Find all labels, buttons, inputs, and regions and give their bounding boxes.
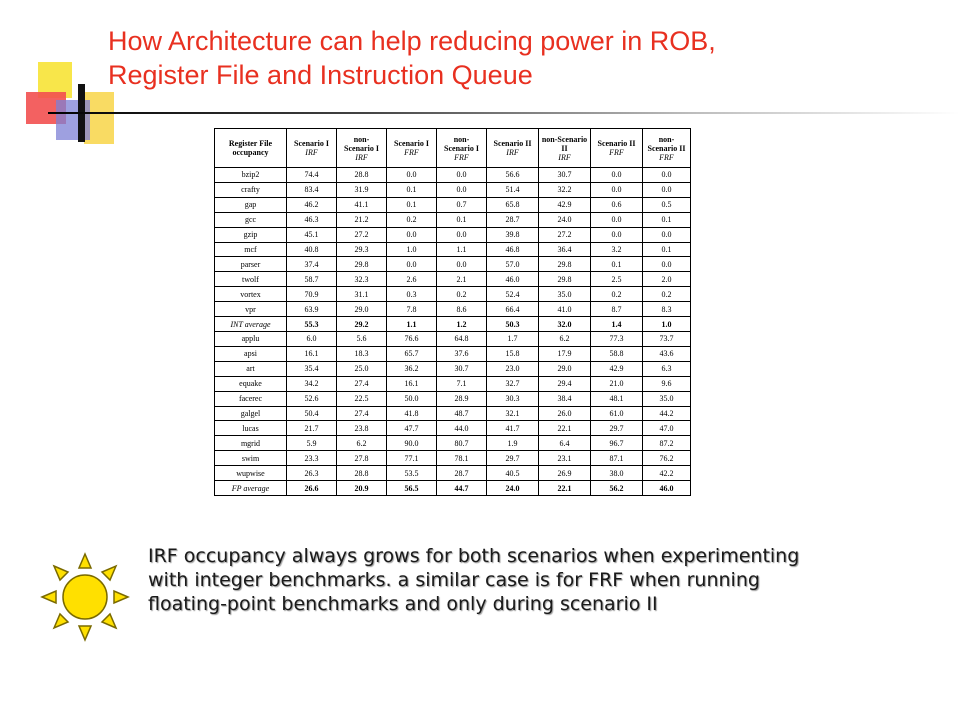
occupancy-value-cell: 6.3: [643, 361, 691, 376]
column-header: [337, 129, 387, 168]
occupancy-value-cell: 32.0: [539, 317, 591, 332]
occupancy-value-cell: 1.0: [643, 317, 691, 332]
occupancy-value-cell: 48.7: [437, 406, 487, 421]
occupancy-value-cell: 37.4: [287, 257, 337, 272]
table-row: [215, 391, 691, 406]
occupancy-value-cell: 0.2: [437, 287, 487, 302]
table-row: [215, 481, 691, 496]
occupancy-value-cell: 41.8: [387, 406, 437, 421]
occupancy-value-cell: 31.1: [337, 287, 387, 302]
occupancy-value-cell: 8.3: [643, 302, 691, 317]
table-row: [215, 376, 691, 391]
occupancy-value-cell: 24.0: [539, 212, 591, 227]
table-row: [215, 272, 691, 287]
occupancy-value-cell: 0.0: [643, 227, 691, 242]
table-row: [215, 331, 691, 346]
occupancy-value-cell: 41.1: [337, 197, 387, 212]
table-row: [215, 227, 691, 242]
table-row: [215, 257, 691, 272]
occupancy-value-cell: 25.0: [337, 361, 387, 376]
occupancy-value-cell: 26.6: [287, 481, 337, 496]
occupancy-value-cell: 1.4: [591, 317, 643, 332]
occupancy-value-cell: 28.8: [337, 168, 387, 183]
occupancy-value-cell: 5.9: [287, 436, 337, 451]
occupancy-value-cell: 0.5: [643, 197, 691, 212]
occupancy-value-cell: 7.8: [387, 302, 437, 317]
occupancy-value-cell: 0.3: [387, 287, 437, 302]
occupancy-value-cell: 1.1: [437, 242, 487, 257]
occupancy-value-cell: 30.7: [437, 361, 487, 376]
occupancy-value-cell: 1.7: [487, 331, 539, 346]
occupancy-value-cell: 2.1: [437, 272, 487, 287]
occupancy-value-cell: 27.4: [337, 406, 387, 421]
benchmark-name-cell: vpr: [215, 302, 287, 317]
occupancy-value-cell: 29.4: [539, 376, 591, 391]
occupancy-value-cell: 34.2: [287, 376, 337, 391]
occupancy-value-cell: 1.2: [437, 317, 487, 332]
occupancy-value-cell: 0.0: [643, 168, 691, 183]
column-header-label: non-Scenario II: [647, 134, 686, 153]
occupancy-value-cell: 29.0: [539, 361, 591, 376]
occupancy-value-cell: 0.2: [591, 287, 643, 302]
table-row: [215, 361, 691, 376]
occupancy-value-cell: 0.2: [643, 287, 691, 302]
occupancy-value-cell: 77.3: [591, 331, 643, 346]
occupancy-value-cell: 8.7: [591, 302, 643, 317]
occupancy-value-cell: 41.0: [539, 302, 591, 317]
benchmark-name-cell: lucas: [215, 421, 287, 436]
column-header: [591, 129, 643, 168]
occupancy-value-cell: 87.2: [643, 436, 691, 451]
occupancy-value-cell: 64.8: [437, 331, 487, 346]
occupancy-value-cell: 56.6: [487, 168, 539, 183]
occupancy-value-cell: 6.0: [287, 331, 337, 346]
occupancy-value-cell: 16.1: [287, 346, 337, 361]
column-header-register-file: FRF: [609, 148, 624, 157]
occupancy-value-cell: 0.0: [437, 182, 487, 197]
column-header-register-file: IRF: [305, 148, 318, 157]
occupancy-value-cell: 16.1: [387, 376, 437, 391]
occupancy-value-cell: 50.4: [287, 406, 337, 421]
benchmark-name-cell: INT average: [215, 317, 287, 332]
occupancy-value-cell: 40.8: [287, 242, 337, 257]
title-divider-line: [48, 112, 960, 114]
occupancy-value-cell: 90.0: [387, 436, 437, 451]
column-header-label: non-Scenario I: [344, 134, 379, 153]
benchmark-name-cell: apsi: [215, 346, 287, 361]
benchmark-name-cell: FP average: [215, 481, 287, 496]
occupancy-value-cell: 36.4: [539, 242, 591, 257]
occupancy-value-cell: 55.3: [287, 317, 337, 332]
occupancy-value-cell: 87.1: [591, 451, 643, 466]
occupancy-value-cell: 0.0: [387, 227, 437, 242]
occupancy-value-cell: 22.5: [337, 391, 387, 406]
occupancy-value-cell: 57.0: [487, 257, 539, 272]
occupancy-value-cell: 0.0: [387, 257, 437, 272]
column-header-register-file: IRF: [355, 152, 368, 162]
occupancy-value-cell: 29.7: [487, 451, 539, 466]
occupancy-value-cell: 46.0: [643, 481, 691, 496]
occupancy-value-cell: 29.8: [539, 272, 591, 287]
occupancy-value-cell: 50.0: [387, 391, 437, 406]
occupancy-value-cell: 74.4: [287, 168, 337, 183]
table-row: [215, 168, 691, 183]
occupancy-value-cell: 23.3: [287, 451, 337, 466]
occupancy-value-cell: 65.8: [487, 197, 539, 212]
occupancy-value-cell: 32.3: [337, 272, 387, 287]
occupancy-value-cell: 27.8: [337, 451, 387, 466]
occupancy-value-cell: 77.1: [387, 451, 437, 466]
occupancy-value-cell: 0.0: [437, 227, 487, 242]
occupancy-value-cell: 42.9: [591, 361, 643, 376]
occupancy-value-cell: 58.8: [591, 346, 643, 361]
occupancy-value-cell: 61.0: [591, 406, 643, 421]
occupancy-value-cell: 44.0: [437, 421, 487, 436]
column-header-label: Register File occupancy: [228, 139, 273, 157]
table-body: [215, 168, 691, 496]
occupancy-value-cell: 18.3: [337, 346, 387, 361]
occupancy-value-cell: 44.7: [437, 481, 487, 496]
occupancy-value-cell: 66.4: [487, 302, 539, 317]
table-header-row: [215, 129, 691, 168]
sun-icon: [40, 552, 130, 642]
occupancy-value-cell: 0.0: [437, 168, 487, 183]
column-header: [539, 129, 591, 168]
benchmark-name-cell: mcf: [215, 242, 287, 257]
occupancy-value-cell: 36.2: [387, 361, 437, 376]
occupancy-value-cell: 6.2: [539, 331, 591, 346]
occupancy-value-cell: 26.3: [287, 466, 337, 481]
column-header-label: non-Scenario II: [541, 134, 588, 153]
column-header-label: Scenario II: [493, 139, 532, 148]
occupancy-value-cell: 29.8: [337, 257, 387, 272]
occupancy-value-cell: 83.4: [287, 182, 337, 197]
table-row: [215, 421, 691, 436]
table-row: [215, 242, 691, 257]
table-row: [215, 182, 691, 197]
occupancy-value-cell: 78.1: [437, 451, 487, 466]
occupancy-value-cell: 23.1: [539, 451, 591, 466]
benchmark-name-cell: galgel: [215, 406, 287, 421]
occupancy-value-cell: 23.0: [487, 361, 539, 376]
table-row: [215, 317, 691, 332]
benchmark-name-cell: applu: [215, 331, 287, 346]
occupancy-value-cell: 53.5: [387, 466, 437, 481]
occupancy-value-cell: 0.0: [591, 212, 643, 227]
column-header-register-file: IRF: [558, 152, 571, 162]
benchmark-name-cell: bzip2: [215, 168, 287, 183]
occupancy-value-cell: 28.9: [437, 391, 487, 406]
occupancy-value-cell: 2.6: [387, 272, 437, 287]
benchmark-name-cell: twolf: [215, 272, 287, 287]
occupancy-value-cell: 0.0: [437, 257, 487, 272]
benchmark-name-cell: equake: [215, 376, 287, 391]
occupancy-value-cell: 3.2: [591, 242, 643, 257]
occupancy-value-cell: 0.1: [591, 257, 643, 272]
occupancy-value-cell: 40.5: [487, 466, 539, 481]
occupancy-value-cell: 2.5: [591, 272, 643, 287]
occupancy-value-cell: 42.9: [539, 197, 591, 212]
occupancy-value-cell: 32.2: [539, 182, 591, 197]
table-row: [215, 451, 691, 466]
occupancy-value-cell: 21.0: [591, 376, 643, 391]
column-header-register-file: IRF: [506, 148, 519, 157]
occupancy-value-cell: 44.2: [643, 406, 691, 421]
occupancy-value-cell: 1.1: [387, 317, 437, 332]
occupancy-value-cell: 38.0: [591, 466, 643, 481]
occupancy-value-cell: 6.2: [337, 436, 387, 451]
benchmark-name-cell: gap: [215, 197, 287, 212]
occupancy-value-cell: 22.1: [539, 421, 591, 436]
occupancy-value-cell: 46.0: [487, 272, 539, 287]
occupancy-table: [214, 128, 691, 496]
occupancy-value-cell: 0.0: [591, 168, 643, 183]
column-header-label: Scenario II: [597, 139, 636, 148]
occupancy-value-cell: 0.0: [387, 168, 437, 183]
slide-caption: [148, 544, 888, 616]
benchmark-name-cell: gcc: [215, 212, 287, 227]
occupancy-value-cell: 29.2: [337, 317, 387, 332]
occupancy-value-cell: 35.0: [643, 391, 691, 406]
benchmark-name-cell: swim: [215, 451, 287, 466]
caption-line-3: floating-point benchmarks and only during scenario II: [148, 593, 658, 615]
column-header: [287, 129, 337, 168]
occupancy-value-cell: 5.6: [337, 331, 387, 346]
occupancy-value-cell: 80.7: [437, 436, 487, 451]
occupancy-value-cell: 0.1: [437, 212, 487, 227]
column-header-register-file: FRF: [454, 152, 469, 162]
slide-title: [108, 24, 948, 92]
occupancy-value-cell: 46.3: [287, 212, 337, 227]
occupancy-value-cell: 43.6: [643, 346, 691, 361]
occupancy-value-cell: 28.8: [337, 466, 387, 481]
occupancy-value-cell: 42.2: [643, 466, 691, 481]
table-row: [215, 436, 691, 451]
occupancy-value-cell: 27.2: [539, 227, 591, 242]
occupancy-value-cell: 73.7: [643, 331, 691, 346]
occupancy-value-cell: 30.7: [539, 168, 591, 183]
table-row: [215, 302, 691, 317]
occupancy-value-cell: 70.9: [287, 287, 337, 302]
occupancy-value-cell: 76.6: [387, 331, 437, 346]
slide-title-line-2: Register File and Instruction Queue: [108, 60, 533, 90]
occupancy-value-cell: 0.1: [643, 212, 691, 227]
caption-line-1: IRF occupancy always grows for both scenarios when experimenting: [148, 545, 800, 567]
column-header: [437, 129, 487, 168]
occupancy-value-cell: 0.1: [387, 182, 437, 197]
occupancy-value-cell: 46.2: [287, 197, 337, 212]
benchmark-name-cell: mgrid: [215, 436, 287, 451]
occupancy-value-cell: 7.1: [437, 376, 487, 391]
occupancy-value-cell: 9.6: [643, 376, 691, 391]
table-row: [215, 197, 691, 212]
occupancy-value-cell: 39.8: [487, 227, 539, 242]
occupancy-value-cell: 22.1: [539, 481, 591, 496]
occupancy-value-cell: 0.0: [591, 227, 643, 242]
occupancy-value-cell: 35.0: [539, 287, 591, 302]
occupancy-value-cell: 48.1: [591, 391, 643, 406]
caption-line-2: with integer benchmarks. a similar case is for FRF when running: [148, 569, 760, 591]
occupancy-value-cell: 32.1: [487, 406, 539, 421]
benchmark-name-cell: wupwise: [215, 466, 287, 481]
occupancy-value-cell: 6.4: [539, 436, 591, 451]
table-row: [215, 212, 691, 227]
occupancy-value-cell: 45.1: [287, 227, 337, 242]
occupancy-value-cell: 0.2: [387, 212, 437, 227]
column-header: [643, 129, 691, 168]
register-file-occupancy-table: [214, 128, 690, 496]
occupancy-value-cell: 58.7: [287, 272, 337, 287]
occupancy-value-cell: 29.7: [591, 421, 643, 436]
occupancy-value-cell: 35.4: [287, 361, 337, 376]
occupancy-value-cell: 29.3: [337, 242, 387, 257]
table-row: [215, 287, 691, 302]
occupancy-value-cell: 0.1: [643, 242, 691, 257]
occupancy-value-cell: 1.0: [387, 242, 437, 257]
slide-title-line-1: How Architecture can help reducing power in ROB,: [108, 26, 716, 56]
column-header: [387, 129, 437, 168]
benchmark-name-cell: gzip: [215, 227, 287, 242]
table-row: [215, 466, 691, 481]
benchmark-name-cell: vortex: [215, 287, 287, 302]
occupancy-value-cell: 52.6: [287, 391, 337, 406]
occupancy-value-cell: 26.0: [539, 406, 591, 421]
occupancy-value-cell: 32.7: [487, 376, 539, 391]
occupancy-value-cell: 21.2: [337, 212, 387, 227]
occupancy-value-cell: 56.2: [591, 481, 643, 496]
occupancy-value-cell: 0.1: [387, 197, 437, 212]
table-row: [215, 346, 691, 361]
column-header-register-file: FRF: [659, 152, 674, 162]
column-header-label: Scenario I: [394, 139, 429, 148]
column-header-label: non-Scenario I: [444, 134, 479, 153]
occupancy-value-cell: 28.7: [437, 466, 487, 481]
occupancy-value-cell: 65.7: [387, 346, 437, 361]
occupancy-value-cell: 0.6: [591, 197, 643, 212]
occupancy-value-cell: 63.9: [287, 302, 337, 317]
occupancy-value-cell: 0.0: [643, 182, 691, 197]
occupancy-value-cell: 47.0: [643, 421, 691, 436]
occupancy-value-cell: 29.0: [337, 302, 387, 317]
benchmark-name-cell: art: [215, 361, 287, 376]
occupancy-value-cell: 47.7: [387, 421, 437, 436]
occupancy-value-cell: 21.7: [287, 421, 337, 436]
occupancy-value-cell: 0.0: [643, 257, 691, 272]
occupancy-value-cell: 17.9: [539, 346, 591, 361]
occupancy-value-cell: 96.7: [591, 436, 643, 451]
column-header: [487, 129, 539, 168]
occupancy-value-cell: 41.7: [487, 421, 539, 436]
occupancy-value-cell: 50.3: [487, 317, 539, 332]
occupancy-value-cell: 27.2: [337, 227, 387, 242]
benchmark-name-cell: facerec: [215, 391, 287, 406]
occupancy-value-cell: 31.9: [337, 182, 387, 197]
occupancy-value-cell: 38.4: [539, 391, 591, 406]
column-header-register-file: FRF: [404, 148, 419, 157]
occupancy-value-cell: 28.7: [487, 212, 539, 227]
occupancy-value-cell: 76.2: [643, 451, 691, 466]
occupancy-value-cell: 56.5: [387, 481, 437, 496]
occupancy-value-cell: 23.8: [337, 421, 387, 436]
occupancy-value-cell: 8.6: [437, 302, 487, 317]
occupancy-value-cell: 30.3: [487, 391, 539, 406]
occupancy-value-cell: 2.0: [643, 272, 691, 287]
occupancy-value-cell: 26.9: [539, 466, 591, 481]
benchmark-name-cell: crafty: [215, 182, 287, 197]
column-header-label: Scenario I: [294, 139, 329, 148]
table-row: [215, 406, 691, 421]
occupancy-value-cell: 0.7: [437, 197, 487, 212]
occupancy-value-cell: 27.4: [337, 376, 387, 391]
benchmark-name-cell: parser: [215, 257, 287, 272]
occupancy-value-cell: 29.8: [539, 257, 591, 272]
column-header: [215, 129, 287, 168]
occupancy-value-cell: 0.0: [591, 182, 643, 197]
occupancy-value-cell: 20.9: [337, 481, 387, 496]
occupancy-value-cell: 15.8: [487, 346, 539, 361]
occupancy-value-cell: 1.9: [487, 436, 539, 451]
occupancy-value-cell: 52.4: [487, 287, 539, 302]
occupancy-value-cell: 37.6: [437, 346, 487, 361]
occupancy-value-cell: 24.0: [487, 481, 539, 496]
occupancy-value-cell: 46.8: [487, 242, 539, 257]
occupancy-value-cell: 51.4: [487, 182, 539, 197]
